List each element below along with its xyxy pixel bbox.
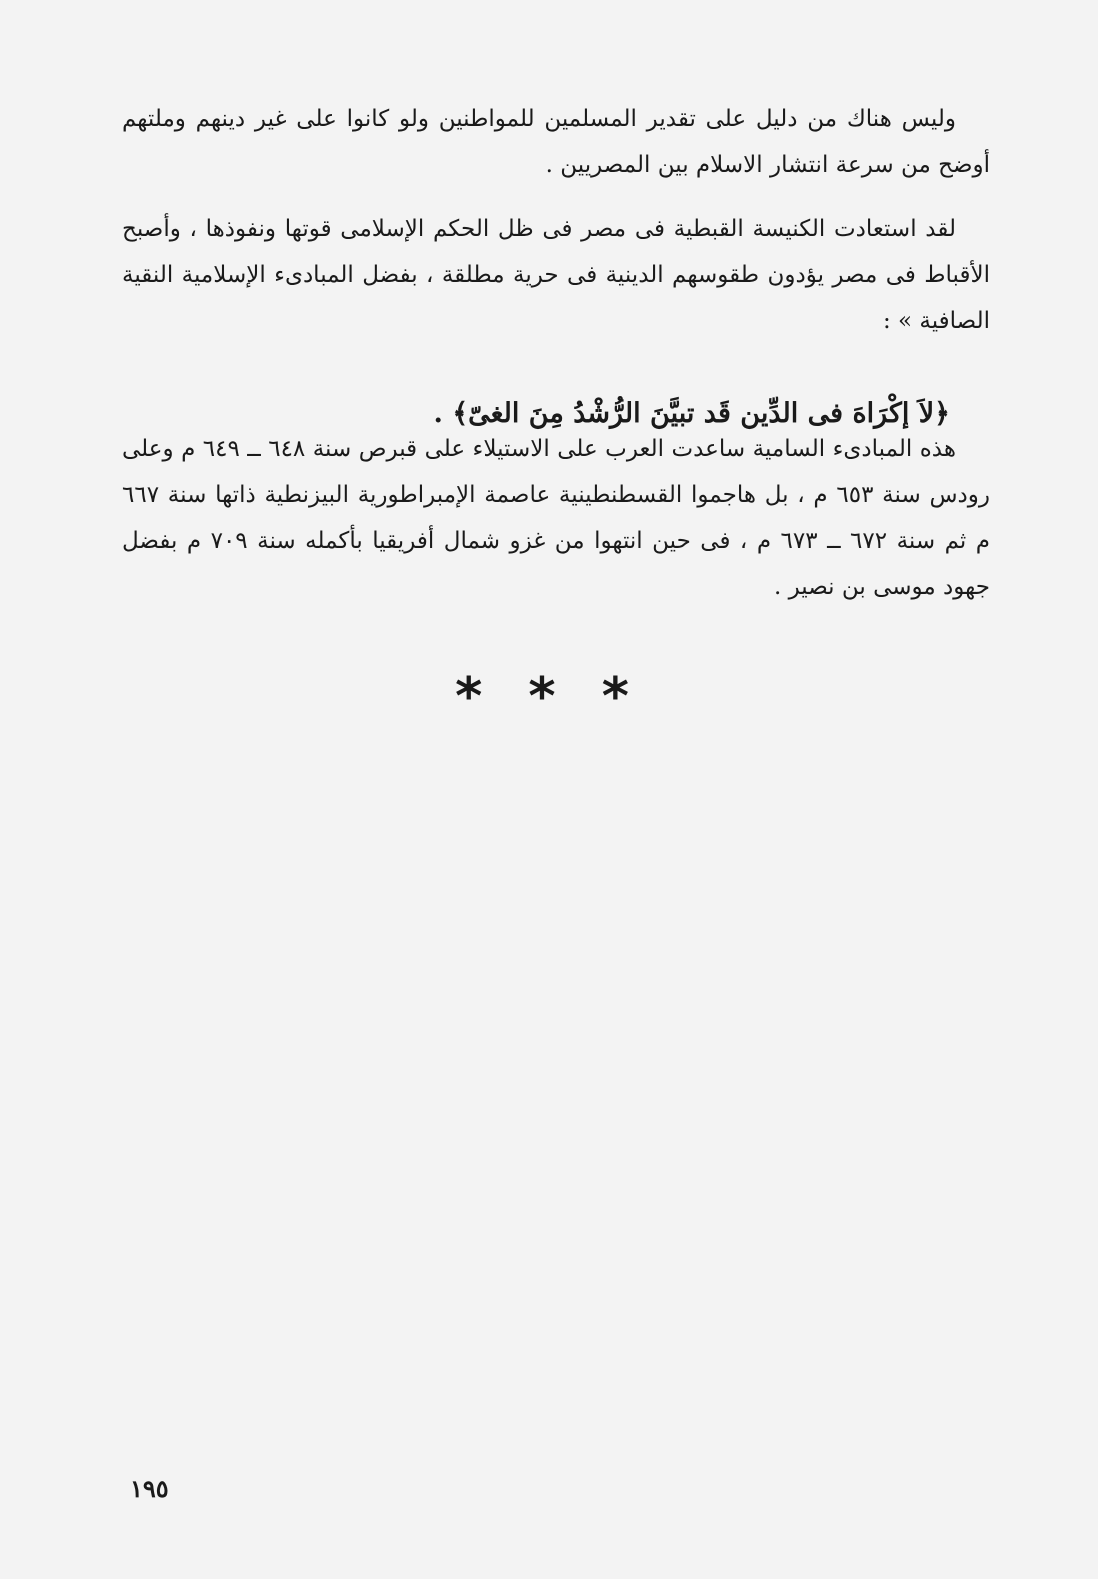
section-separator: * * * — [455, 667, 643, 727]
paragraph-2: لقد استعادت الكنيسة القبطية فى مصر فى ظل الحكم الإسلامى قوتها ونفوذها ، وأصبح الأقباط فى مصر يؤدون طقوسهم الدينية فى حرية مطلقة ، بفضل المبادىء الإسلامية النقية الصافية » : — [122, 216, 990, 334]
paragraph-3: هذه المبادىء السامية ساعدت العرب على الاستيلاء على قبرص سنة ٦٤٨ ــ ٦٤٩ م وعلى رودس سنة ٦٥٣ م ، بل هاجموا القسطنطينية عاصمة الإمبراطورية البيزنطية ذاتها سنة ٦٦٧ م ثم سنة ٦٧٢ ــ ٦٧٣ م ، فى حين انتهوا من غزو شمال أفريقيا بأكمله سنة ٧٠٩ م بفضل جهود موسى بن نصير . — [122, 436, 990, 600]
quranic-verse: ﴿لاَ إكْرَاهَ فى الدِّين قَد تبيَّنَ الرُّشْدُ مِنَ الغىّ﴾ . — [433, 398, 950, 429]
page-number: ١٩٥ — [130, 1474, 169, 1503]
paragraph-1: وليس هناك من دليل على تقدير المسلمين للمواطنين ولو كانوا على غير دينهم وملتهم أوضح من سرعة انتشار الاسلام بين المصريين . — [122, 106, 990, 178]
